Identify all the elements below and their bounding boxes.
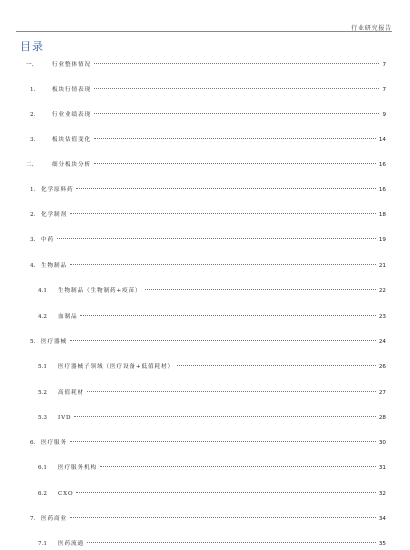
toc-entry-number: 3. xyxy=(30,137,36,143)
toc-entry-page: 21 xyxy=(378,263,386,269)
toc-dot-leader xyxy=(94,163,376,164)
toc-entry-number: 1. xyxy=(30,87,36,93)
toc-entry-number: 5. xyxy=(30,339,36,345)
toc-entry-2-5-1[interactable] xyxy=(0,362,410,372)
toc-entry-label: 化学制剂 xyxy=(41,212,67,218)
toc-dot-leader xyxy=(76,188,375,189)
toc-entry-page: 7 xyxy=(382,62,386,68)
toc-entry-number: 2. xyxy=(30,112,36,118)
toc-entry-number: 二、 xyxy=(26,162,38,168)
toc-entry-page: 34 xyxy=(378,516,386,522)
toc-dot-leader xyxy=(94,88,379,89)
toc-dot-leader xyxy=(57,238,376,239)
toc-entry-2-6-1[interactable] xyxy=(0,463,410,473)
toc-entry-label: 医疗器械子领域（医疗设备+低值耗材） xyxy=(58,364,174,370)
toc-dot-leader xyxy=(80,315,375,316)
toc-entry-label: 行业业绩表现 xyxy=(52,112,91,118)
toc-dot-leader xyxy=(94,113,379,114)
toc-entry-page: 26 xyxy=(378,364,386,370)
toc-entry-number: 7. xyxy=(30,516,36,522)
toc-entry-label: 中药 xyxy=(41,237,54,243)
toc-entry-number: 5.1 xyxy=(38,364,47,370)
toc-entry-label: 医药商业 xyxy=(41,516,67,522)
toc-entry-label: CXO xyxy=(58,491,74,497)
toc-dot-leader xyxy=(87,542,376,543)
toc-entry-number: 6.1 xyxy=(38,465,47,471)
toc-entry-page: 16 xyxy=(378,187,386,193)
toc-dot-leader xyxy=(94,63,379,64)
toc-entry-2-7-1[interactable] xyxy=(0,539,410,549)
report-type-label: 行业研究报告 xyxy=(351,25,392,32)
toc-dot-leader xyxy=(94,138,376,139)
toc-entry-2-7[interactable] xyxy=(0,514,410,524)
toc-entry-2-4-2[interactable] xyxy=(0,312,410,322)
toc-dot-leader xyxy=(76,492,375,493)
toc-entry-2-4[interactable] xyxy=(0,261,410,271)
toc-entry-2-4-1[interactable] xyxy=(0,286,410,296)
toc-entry-label: 板块估值变化 xyxy=(52,137,91,143)
toc-entry-2-5-3[interactable] xyxy=(0,413,410,423)
toc-entry-page: 27 xyxy=(378,390,386,396)
toc-entry-page: 16 xyxy=(378,162,386,168)
toc-entry-2-1[interactable] xyxy=(0,185,410,195)
toc-entry-1-3[interactable] xyxy=(0,135,410,145)
toc-dot-leader xyxy=(70,264,376,265)
toc-entry-page: 24 xyxy=(378,339,386,345)
toc-entry-label: 医疗服务 xyxy=(41,440,67,446)
toc-entry-page: 14 xyxy=(378,137,386,143)
toc-entry-page: 28 xyxy=(378,415,386,421)
toc-entry-page: 30 xyxy=(378,440,386,446)
toc-entry-number: 2. xyxy=(30,212,36,218)
toc-entry-label: 化学原料药 xyxy=(41,187,74,193)
toc-entry-label: 血制品 xyxy=(58,314,78,320)
toc-entry-number: 4.2 xyxy=(38,314,47,320)
toc-entry-2-6[interactable] xyxy=(0,438,410,448)
toc-entry-label: 生物制品 xyxy=(41,263,67,269)
toc-entry-2[interactable] xyxy=(0,160,410,170)
toc-title: 目录 xyxy=(20,40,44,53)
toc-entry-number: 4.1 xyxy=(38,288,47,294)
toc-entry-label: 板块行情表现 xyxy=(52,87,91,93)
toc-entry-number: 6.2 xyxy=(38,491,47,497)
toc-dot-leader xyxy=(87,391,376,392)
toc-entry-page: 32 xyxy=(378,491,386,497)
toc-entry-2-5[interactable] xyxy=(0,337,410,347)
toc-entry-label: 行业整体情况 xyxy=(52,62,91,68)
toc-entry-1[interactable] xyxy=(0,60,410,70)
toc-dot-leader xyxy=(70,441,376,442)
toc-entry-1-1[interactable] xyxy=(0,85,410,95)
toc-dot-leader xyxy=(145,289,376,290)
toc-entry-page: 31 xyxy=(378,465,386,471)
toc-entry-number: 6. xyxy=(30,440,36,446)
toc-entry-page: 7 xyxy=(382,87,386,93)
toc-entry-2-2[interactable] xyxy=(0,210,410,220)
toc-dot-leader xyxy=(74,416,375,417)
toc-entry-1-2[interactable] xyxy=(0,110,410,120)
toc-entry-page: 19 xyxy=(378,237,386,243)
toc-entry-number: 一、 xyxy=(26,62,38,68)
toc-entry-2-6-2[interactable] xyxy=(0,489,410,499)
toc-entry-number: 5.2 xyxy=(38,390,47,396)
toc-entry-label: 医疗服务机构 xyxy=(58,465,97,471)
toc-entry-label: 高值耗材 xyxy=(58,390,84,396)
toc-entry-label: 细分板块分析 xyxy=(52,162,91,168)
toc-entry-page: 18 xyxy=(378,212,386,218)
toc-dot-leader xyxy=(70,213,376,214)
toc-entry-page: 35 xyxy=(378,541,386,547)
toc-dot-leader xyxy=(177,365,376,366)
toc-entry-label: 医药流通 xyxy=(58,541,84,547)
toc-entry-label: 生物制品（生物制药+疫苗） xyxy=(58,288,142,294)
toc-entry-number: 7.1 xyxy=(38,541,47,547)
toc-entry-label: IVD xyxy=(58,415,72,421)
toc-entry-page: 23 xyxy=(378,314,386,320)
toc-dot-leader xyxy=(70,340,376,341)
toc-entry-page: 9 xyxy=(382,112,386,118)
toc-entry-number: 4. xyxy=(30,263,36,269)
toc-dot-leader xyxy=(100,466,376,467)
toc-dot-leader xyxy=(70,517,376,518)
toc-entry-page: 22 xyxy=(378,288,386,294)
toc-entry-number: 5.3 xyxy=(38,415,47,421)
toc-entry-2-5-2[interactable] xyxy=(0,388,410,398)
toc-entry-2-3[interactable] xyxy=(0,235,410,245)
toc-entry-number: 1. xyxy=(30,187,36,193)
toc-entry-label: 医疗器械 xyxy=(41,339,67,345)
toc-entry-number: 3. xyxy=(30,237,36,243)
